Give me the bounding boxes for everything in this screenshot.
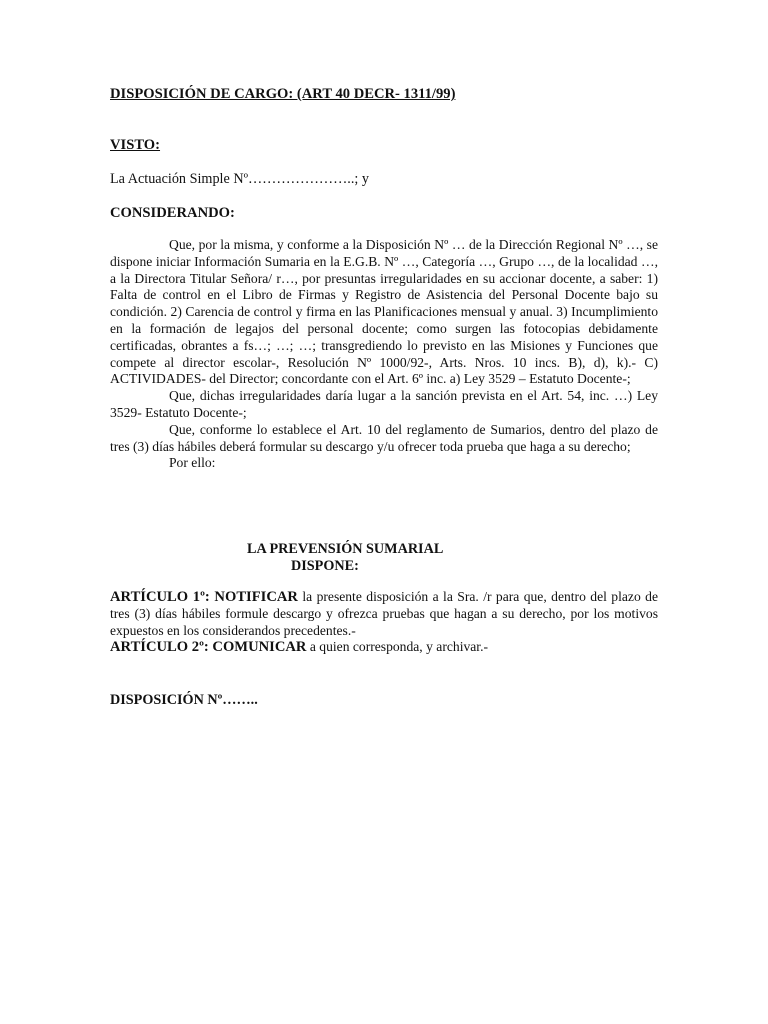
document-title: DISPOSICIÓN DE CARGO: (ART 40 DECR- 1311/99) bbox=[110, 86, 456, 102]
document-page bbox=[110, 0, 658, 1024]
paragraph-2: Que, dichas irregularidades daría lugar a la sanción prevista en el Art. 54, inc. …) Ley 3529- Estatuto Docente-; bbox=[110, 388, 658, 420]
articulo-1 bbox=[110, 589, 658, 639]
paragraph-3: Que, conforme lo establece el Art. 10 del reglamento de Sumarios, dentro del plazo de tres (3) días hábiles deberá formular su descargo y/u ofrecer toda prueba que haga a su derecho; bbox=[110, 421, 658, 454]
dispone-heading: DISPONE: bbox=[291, 558, 359, 574]
articulo-2-text: a quien corresponda, y archivar.- bbox=[306, 639, 489, 655]
articulo-2-label: ARTÍCULO 2º: COMUNICAR bbox=[110, 639, 307, 656]
prevencion-heading: LA PREVENSIÓN SUMARIAL bbox=[247, 541, 444, 557]
visto-text: La Actuación Simple Nº…………………..; y bbox=[110, 171, 369, 187]
paragraph-4: Por ello: bbox=[169, 455, 216, 471]
articulo-1-label: ARTÍCULO 1º: NOTIFICAR bbox=[110, 589, 298, 605]
considerando-heading: CONSIDERANDO: bbox=[110, 205, 235, 221]
disposicion-number: DISPOSICIÓN Nº…….. bbox=[110, 692, 258, 708]
visto-heading: VISTO: bbox=[110, 137, 161, 153]
articulo-1-text: la presente disposición a la Sra. /r para que, dentro del plazo de tres (3) días hábiles formule descargo y ofrezca pruebas que hagan a su derecho, por los motivos expuestos en los considerandos precedentes.- bbox=[110, 589, 658, 638]
considerando-body bbox=[110, 237, 658, 472]
paragraph-1: Que, por la misma, y conforme a la Disposición Nº … de la Dirección Regional Nº …, se dispone iniciar Información Sumaria en la E.G.B. Nº …, Categoría …, Grupo …, de la localidad …, a la Directora Titular Señora/ r…, por presuntas irregularidades en su accionar docente, a saber: 1) Falta de control en el Libro de Firmas y Registro de Asistencia del Personal Docente bajo su condición. 2) Carencia de control y firma en las Planificaciones mensual y anual. 3) Incumplimiento en la formación de legajos del personal docente; como surgen las fotocopias debidamente certificadas, obrantes a fs…; …; …; transgrediendo lo previsto en las Misiones y Funciones que compete al director escolar-, Resolución Nº 1000/92-, Arts. Nros. 10 incs. B), d), k).- C) ACTIVIDADES- del Director; concordante con el Art. 6º inc. a) Ley 3529 – Estatuto Docente-; bbox=[110, 237, 658, 387]
articulo-2 bbox=[110, 639, 658, 656]
articles-block bbox=[110, 589, 658, 656]
